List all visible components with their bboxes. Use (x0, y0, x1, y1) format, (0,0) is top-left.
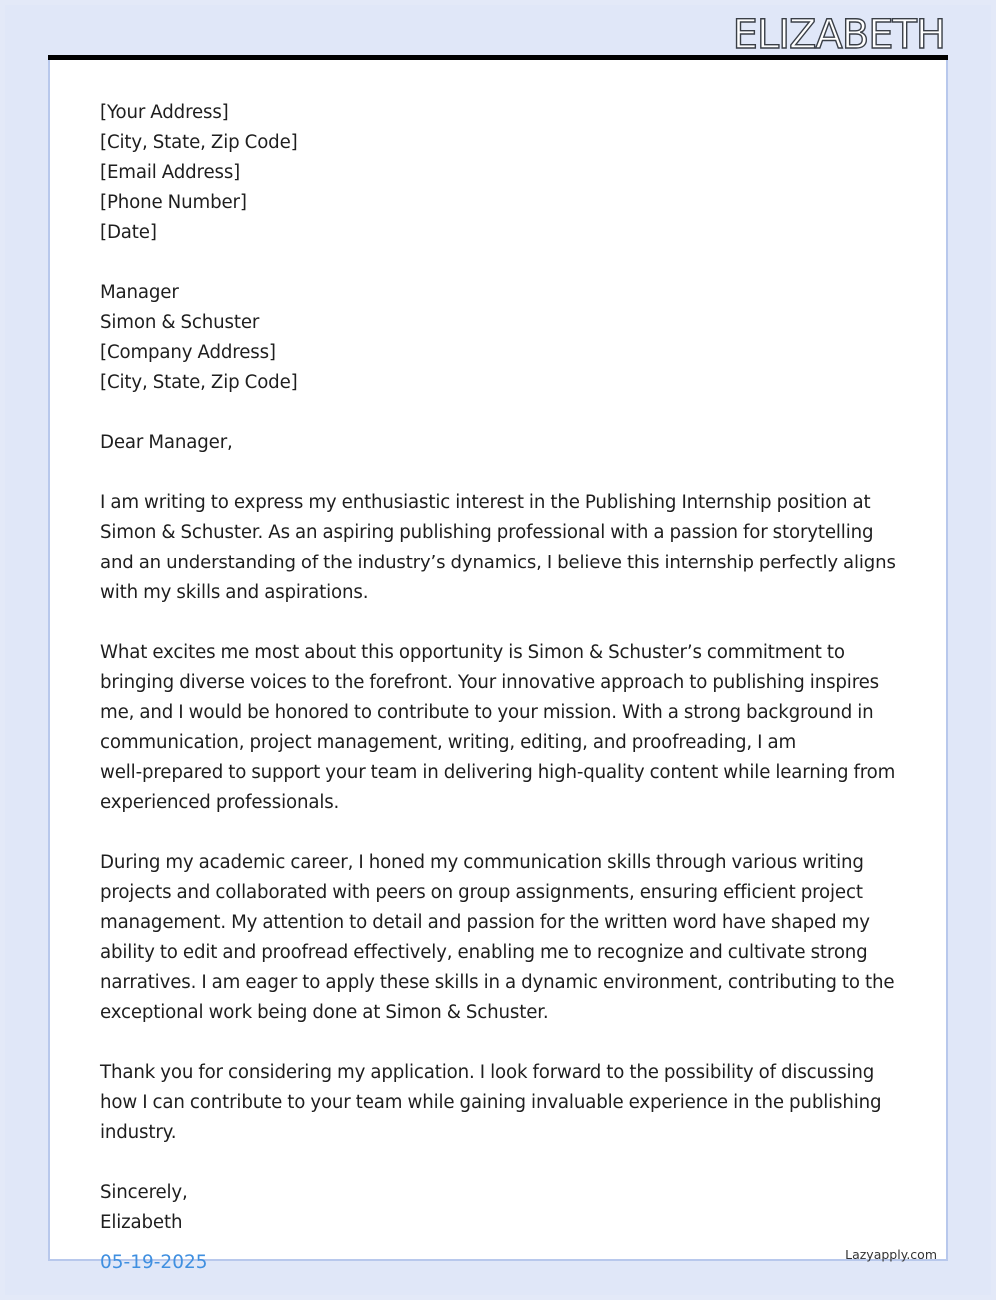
paragraph-line: What excites me most about this opportunity is Simon & Schuster’s commitment to (100, 642, 845, 663)
paragraph-line: bringing diverse voices to the forefront. Your innovative approach to publishing inspires (100, 672, 879, 693)
paragraph-line: me, and I would be honored to contribute to your mission. With a strong background in (100, 702, 874, 723)
paragraph-line: exceptional work being done at Simon & Schuster. (100, 1002, 549, 1023)
spacer (100, 608, 900, 638)
paragraph-line: Simon & Schuster. As an aspiring publishing professional with a passion for storytelling (100, 522, 874, 543)
paragraph-line: management. My attention to detail and passion for the written word have shaped my (100, 912, 870, 933)
paragraph-line: with my skills and aspirations. (100, 582, 369, 603)
salutation: Dear Manager, (100, 432, 233, 453)
sender-block (100, 98, 900, 248)
header-name: ELIZABETH (732, 12, 945, 58)
recipient-company: Simon & Schuster (100, 312, 260, 333)
footer-date: 05-19-2025 (100, 1252, 208, 1273)
spacer (100, 398, 900, 428)
paragraph-line: how I can contribute to your team while gaining invaluable experience in the publishing (100, 1092, 882, 1113)
paragraph-2 (100, 638, 900, 818)
paragraph-line: ability to edit and proofread effectively, enabling me to recognize and cultivate strong (100, 942, 868, 963)
paragraph-line: industry. (100, 1122, 177, 1143)
paragraph-line: well-prepared to support your team in delivering high-quality content while learning from (100, 762, 896, 783)
sender-phone: [Phone Number] (100, 192, 247, 213)
paragraph-line: Thank you for considering my application. I look forward to the possibility of discussing (100, 1062, 875, 1083)
paragraph-line: I am writing to express my enthusiastic interest in the Publishing Internship position at (100, 492, 871, 513)
sender-email: [Email Address] (100, 162, 241, 183)
paragraph-1 (100, 488, 900, 608)
spacer (100, 1148, 900, 1178)
paragraph-line: and an understanding of the industry’s dynamics, I believe this internship perfectly aligns (100, 552, 896, 573)
sender-city-state-zip: [City, State, Zip Code] (100, 132, 298, 153)
recipient-address: [Company Address] (100, 342, 276, 363)
recipient-title: Manager (100, 282, 179, 303)
cover-letter-body (100, 98, 900, 1238)
spacer (100, 458, 900, 488)
closing: Sincerely, (100, 1182, 188, 1203)
paragraph-line: projects and collaborated with peers on group assignments, ensuring efficient project (100, 882, 863, 903)
paragraph-line: narratives. I am eager to apply these skills in a dynamic environment, contributing to the (100, 972, 895, 993)
paragraph-line: experienced professionals. (100, 792, 340, 813)
paragraph-4 (100, 1058, 900, 1148)
spacer (100, 1028, 900, 1058)
spacer (100, 248, 900, 278)
paragraph-3 (100, 848, 900, 1028)
sender-date: [Date] (100, 222, 157, 243)
paragraph-line: communication, project management, writing, editing, and proofreading, I am (100, 732, 797, 753)
recipient-city-state-zip: [City, State, Zip Code] (100, 372, 298, 393)
paragraph-line: During my academic career, I honed my communication skills through various writing (100, 852, 864, 873)
recipient-block (100, 278, 900, 398)
signature: Elizabeth (100, 1212, 183, 1233)
spacer (100, 818, 900, 848)
footer-source: Lazyapply.com (845, 1247, 937, 1262)
sender-address: [Your Address] (100, 102, 229, 123)
